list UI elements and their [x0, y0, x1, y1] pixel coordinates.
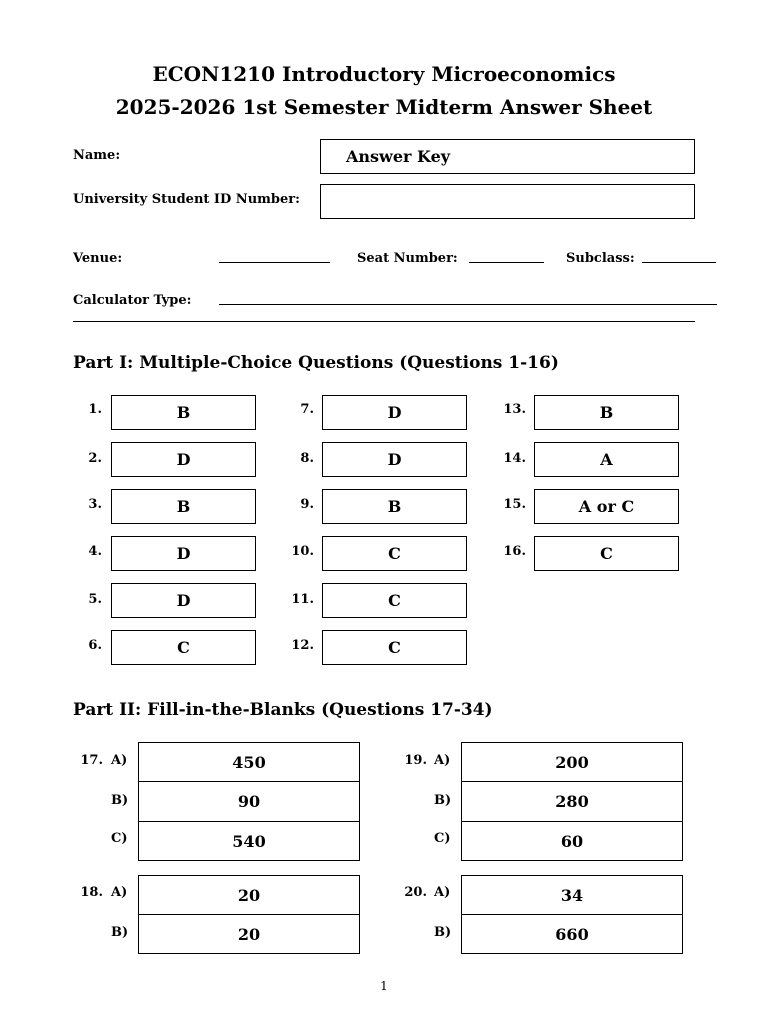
title-course: ECON1210 Introductory Microeconomics	[152, 62, 616, 86]
mcq-number: 12.	[291, 638, 314, 653]
mcq-answer-box[interactable]: C	[322, 630, 467, 665]
page-number: 1	[380, 979, 388, 993]
fill-part-label: C)	[434, 831, 451, 846]
mcq-answer-box[interactable]: B	[111, 489, 256, 524]
seat-number-label: Seat Number:	[357, 251, 458, 266]
mcq-answer-box[interactable]: D	[111, 536, 256, 571]
fill-part-label: B)	[434, 925, 452, 940]
section-divider	[73, 321, 695, 322]
mcq-number: 4.	[88, 544, 102, 559]
mcq-number: 16.	[503, 544, 526, 559]
mcq-answer-box[interactable]: B	[322, 489, 467, 524]
mcq-answer-box[interactable]: B	[111, 395, 256, 430]
mcq-number: 15.	[503, 497, 526, 512]
name-field[interactable]: Answer Key	[320, 139, 695, 174]
calculator-type-line[interactable]	[219, 304, 717, 305]
title-sheet: 2025-2026 1st Semester Midterm Answer Sheet	[115, 95, 653, 119]
fill-answer-box[interactable]: 90	[138, 781, 360, 822]
fill-answer-box[interactable]: 60	[461, 821, 683, 861]
mcq-answer-box[interactable]: D	[322, 442, 467, 477]
fill-question-number: 20.	[404, 885, 427, 900]
fill-answer-box[interactable]: 450	[138, 742, 360, 782]
mcq-answer-box[interactable]: C	[322, 536, 467, 571]
student-id-label: University Student ID Number:	[73, 192, 300, 207]
mcq-answer-box[interactable]: C	[534, 536, 679, 571]
fill-part-label: A)	[434, 753, 451, 768]
part1-heading: Part I: Multiple-Choice Questions (Questions 1-16)	[73, 353, 559, 373]
venue-line[interactable]	[219, 262, 330, 263]
mcq-number: 10.	[291, 544, 314, 559]
fill-answer-box[interactable]: 280	[461, 781, 683, 822]
fill-answer-box[interactable]: 540	[138, 821, 360, 861]
mcq-answer-box[interactable]: D	[111, 442, 256, 477]
fill-part-label: A)	[111, 753, 128, 768]
fill-part-label: C)	[111, 831, 128, 846]
fill-answer-box[interactable]: 34	[461, 875, 683, 915]
mcq-number: 7.	[300, 402, 314, 417]
fill-question-number: 18.	[80, 885, 103, 900]
mcq-answer-box[interactable]: C	[111, 630, 256, 665]
subclass-line[interactable]	[642, 262, 716, 263]
mcq-answer-box[interactable]: C	[322, 583, 467, 618]
venue-label: Venue:	[73, 251, 123, 266]
fill-part-label: B)	[111, 925, 129, 940]
fill-answer-box[interactable]: 20	[138, 875, 360, 915]
fill-part-label: A)	[434, 885, 451, 900]
mcq-number: 2.	[88, 451, 102, 466]
fill-answer-box[interactable]: 200	[461, 742, 683, 782]
fill-part-label: B)	[434, 793, 452, 808]
fill-part-label: B)	[111, 793, 129, 808]
seat-number-line[interactable]	[469, 262, 544, 263]
mcq-answer-box[interactable]: D	[111, 583, 256, 618]
mcq-answer-box[interactable]: A or C	[534, 489, 679, 524]
mcq-number: 11.	[291, 592, 314, 607]
mcq-number: 9.	[300, 497, 314, 512]
mcq-number: 14.	[503, 451, 526, 466]
mcq-number: 3.	[88, 497, 102, 512]
fill-answer-box[interactable]: 20	[138, 914, 360, 954]
calculator-type-label: Calculator Type:	[73, 293, 192, 308]
mcq-number: 5.	[88, 592, 102, 607]
mcq-answer-box[interactable]: D	[322, 395, 467, 430]
mcq-number: 6.	[88, 638, 102, 653]
mcq-number: 13.	[503, 402, 526, 417]
mcq-answer-box[interactable]: B	[534, 395, 679, 430]
part2-heading: Part II: Fill-in-the-Blanks (Questions 17-34)	[73, 700, 493, 720]
subclass-label: Subclass:	[566, 251, 635, 266]
mcq-number: 8.	[300, 451, 314, 466]
fill-question-number: 19.	[404, 753, 427, 768]
fill-question-number: 17.	[80, 753, 103, 768]
fill-answer-box[interactable]: 660	[461, 914, 683, 954]
mcq-number: 1.	[88, 402, 102, 417]
fill-part-label: A)	[111, 885, 128, 900]
student-id-field[interactable]	[320, 184, 695, 219]
name-label: Name:	[73, 148, 121, 163]
mcq-answer-box[interactable]: A	[534, 442, 679, 477]
